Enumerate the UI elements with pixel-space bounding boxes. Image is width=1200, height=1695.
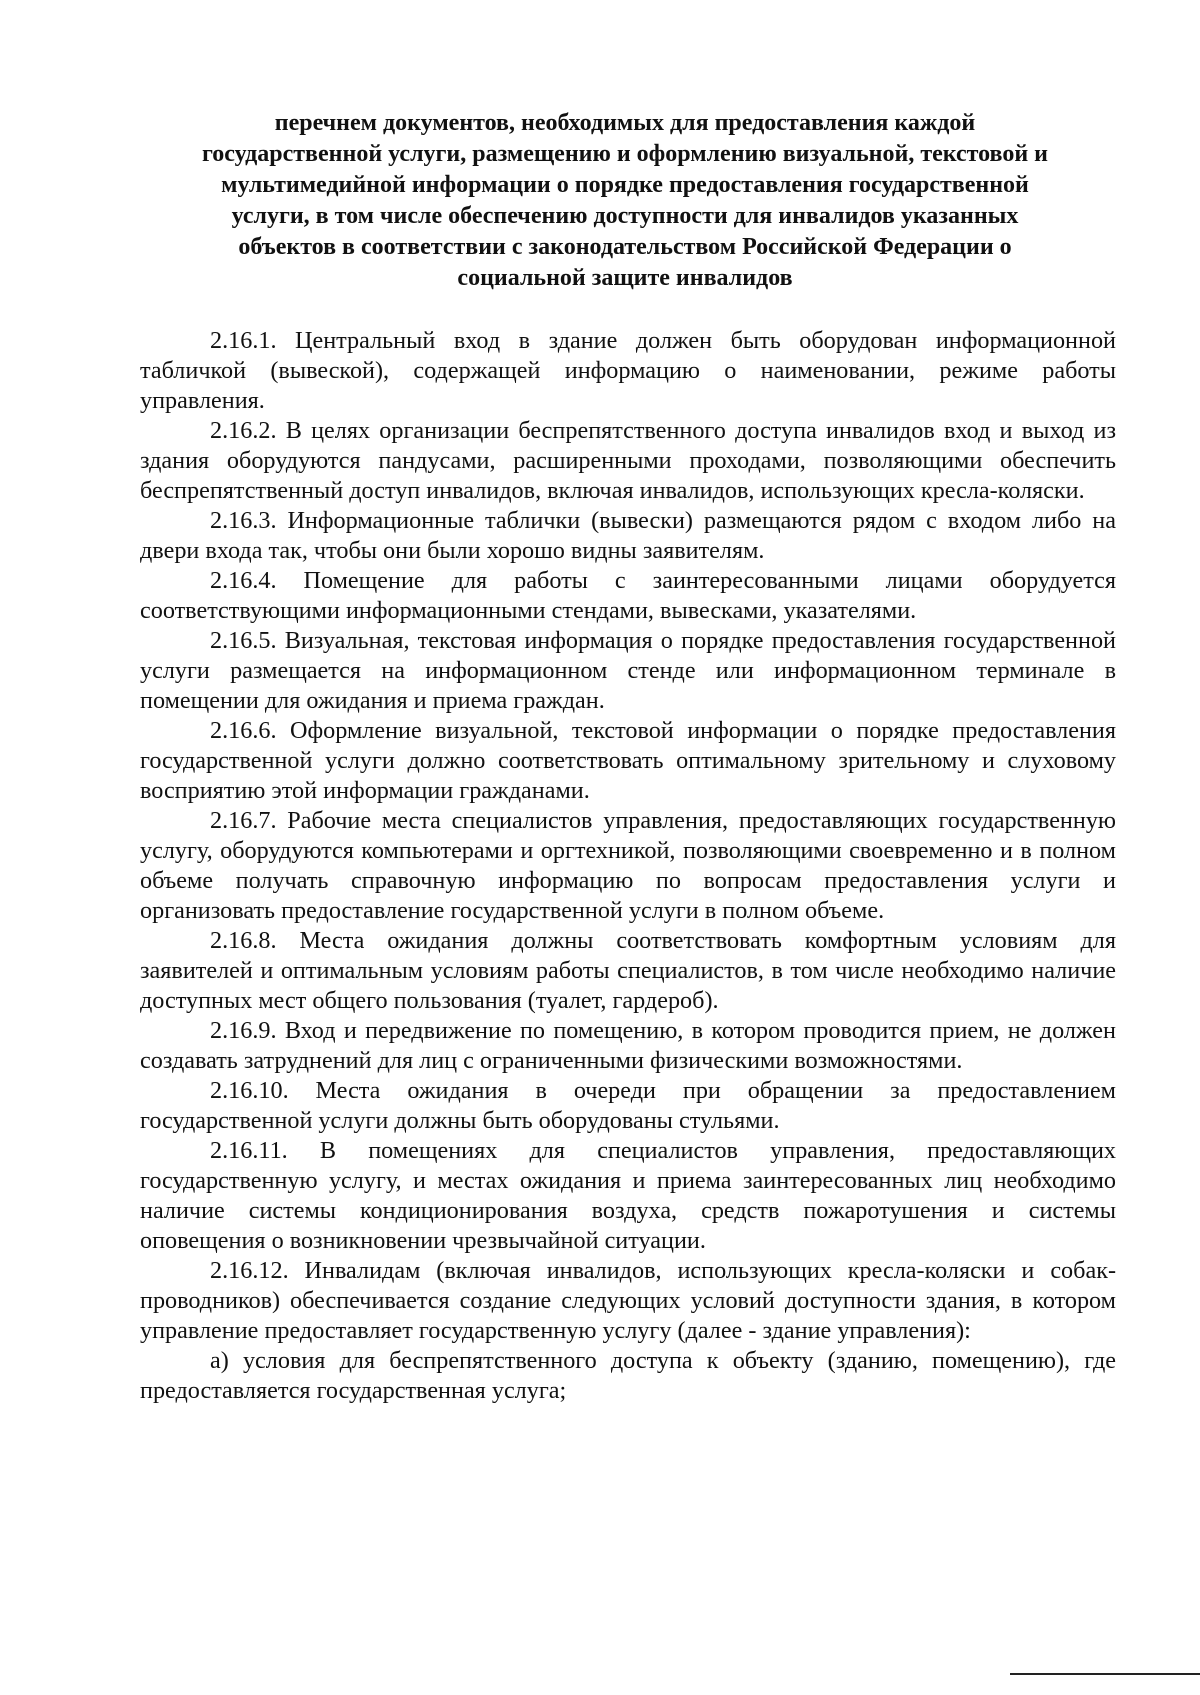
heading-line: мультимедийной информации о порядке предоставления государственной xyxy=(221,172,1029,198)
paragraph-2-16-8: 2.16.8. Места ожидания должны соответствовать комфортным условиям для заявителей и оптимальным условиям работы специалистов, в том числе необходимо наличие доступных мест общего пользования (туалет, гардероб). xyxy=(140,927,1116,1014)
heading-line: социальной защите инвалидов xyxy=(457,265,793,291)
paragraph-2-16-12: 2.16.12. Инвалидам (включая инвалидов, использующих кресла-коляски и собак-проводников) обеспечивается создание следующих условий доступности здания, в котором управление предоставляет государственную услугу (далее - здание управления): xyxy=(140,1257,1116,1344)
heading-line: объектов в соответствии с законодательством Российской Федерации о xyxy=(238,234,1012,260)
section-heading xyxy=(140,108,1110,294)
paragraph-2-16-7: 2.16.7. Рабочие места специалистов управления, предоставляющих государственную услугу, оборудуются компьютерами и оргтехникой, позволяющими своевременно и в полном объеме получать справочную информацию по вопросам предоставления услуги и организовать предоставление государственной услуги в полном объеме. xyxy=(140,807,1116,924)
heading-line: услуги, в том числе обеспечению доступности для инвалидов указанных xyxy=(231,203,1019,229)
heading-line: перечнем документов, необходимых для предоставления каждой xyxy=(274,110,976,136)
paragraph-2-16-2: 2.16.2. В целях организации беспрепятственного доступа инвалидов вход и выход из здания оборудуются пандусами, расширенными проходами, позволяющими обеспечить беспрепятственный доступ инвалидов, включая инвалидов, использующих кресла-коляски. xyxy=(140,417,1116,504)
paragraph-subitem-a: а) условия для беспрепятственного доступа к объекту (зданию, помещению), где предоставляется государственная услуга; xyxy=(140,1347,1116,1404)
paragraph-2-16-9: 2.16.9. Вход и передвижение по помещению, в котором проводится прием, не должен создавать затруднений для лиц с ограниченными физическими возможностями. xyxy=(140,1017,1116,1074)
document-body xyxy=(140,326,1116,1406)
paragraph-2-16-3: 2.16.3. Информационные таблички (вывески) размещаются рядом с входом либо на двери входа так, чтобы они были хорошо видны заявителям. xyxy=(140,507,1116,564)
paragraph-2-16-1: 2.16.1. Центральный вход в здание должен быть оборудован информационной табличкой (вывеской), содержащей информацию о наименовании, режиме работы управления. xyxy=(140,327,1116,414)
paragraph-2-16-11: 2.16.11. В помещениях для специалистов управления, предоставляющих государственную услугу, и местах ожидания и приема заинтересованных лиц необходимо наличие системы кондиционирования воздуха, средств пожаротушения и системы оповещения о возникновении чрезвычайной ситуации. xyxy=(140,1137,1116,1254)
paragraph-2-16-5: 2.16.5. Визуальная, текстовая информация о порядке предоставления государственной услуги размещается на информационном стенде или информационном терминале в помещении для ожидания и приема граждан. xyxy=(140,627,1116,714)
paragraph-2-16-10: 2.16.10. Места ожидания в очереди при обращении за предоставлением государственной услуги должны быть оборудованы стульями. xyxy=(140,1077,1116,1134)
paragraph-2-16-4: 2.16.4. Помещение для работы с заинтересованными лицами оборудуется соответствующими информационными стендами, вывесками, указателями. xyxy=(140,567,1116,624)
heading-line: государственной услуги, размещению и оформлению визуальной, текстовой и xyxy=(202,141,1048,167)
paragraph-2-16-6: 2.16.6. Оформление визуальной, текстовой информации о порядке предоставления государственной услуги должно соответствовать оптимальному зрительному и слуховому восприятию этой информации гражданами. xyxy=(140,717,1116,804)
scan-edge-line xyxy=(1010,1673,1200,1675)
